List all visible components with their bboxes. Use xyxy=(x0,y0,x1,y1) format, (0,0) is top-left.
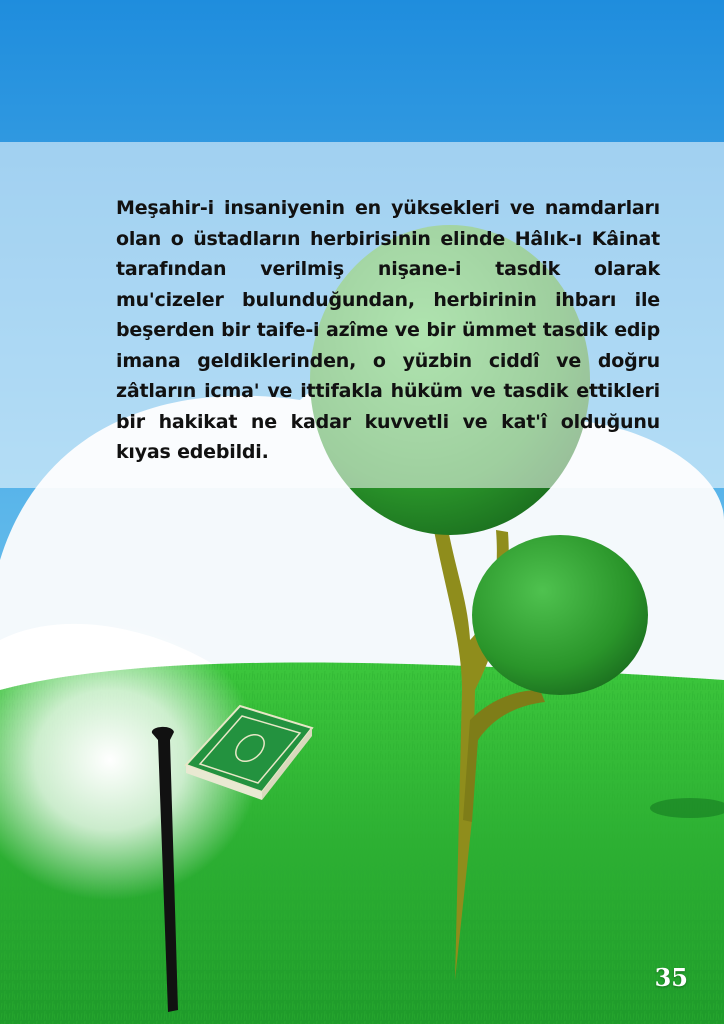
page-number: 35 xyxy=(654,963,688,992)
body-paragraph: Meşahir-i insaniyenin en yüksekleri ve namdarları olan o üstadların herbirisinin elinde Hâlık-ı Kâinat tarafından verilmiş nişane-i tasdik olarak mu'cizeler bulunduğundan, herbirinin ihbarı ile beşerden bir taife-i azîme ve bir ümmet tasdik edip imana geldiklerinden, o yüzbin ciddî ve doğru zâtların icma' ve ittifakla hüküm ve tasdik ettikleri bir hakikat ne kadar kuvvetli ve kat'î olduğunu kıyas edebildi. xyxy=(116,197,660,463)
